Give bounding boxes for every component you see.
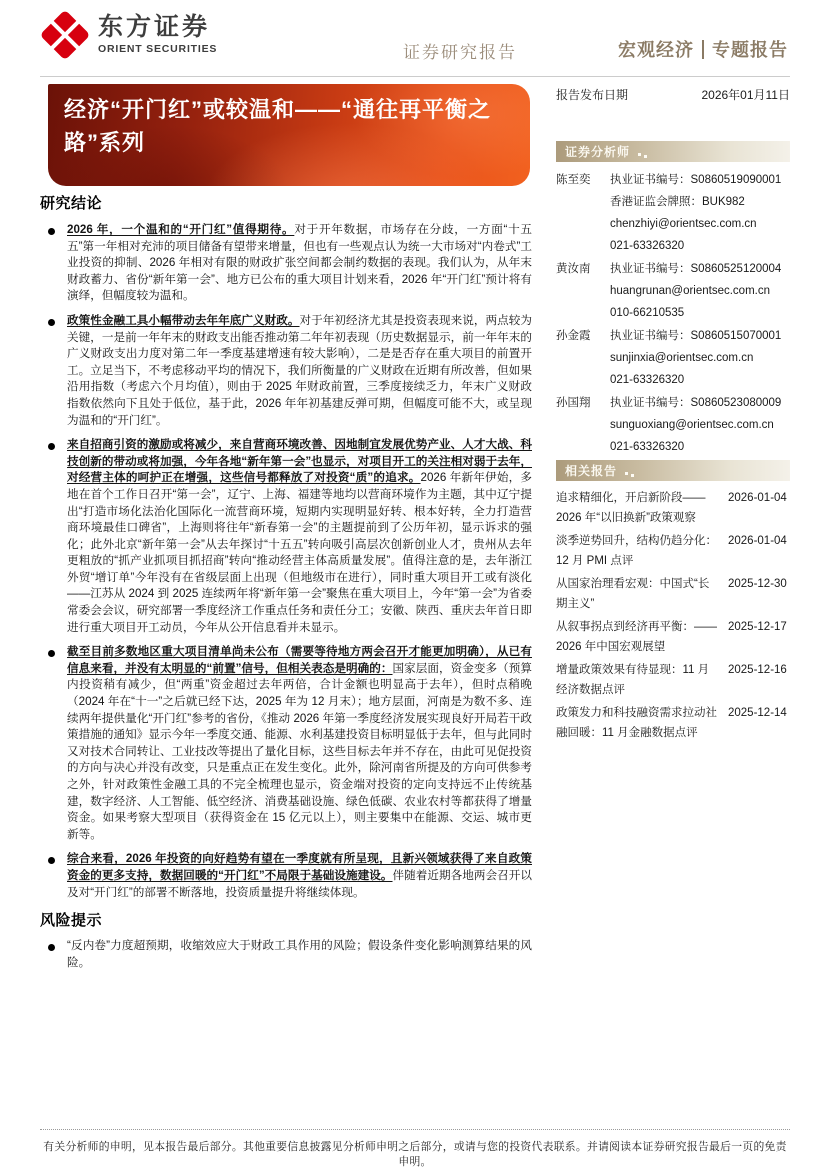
related-report-row[interactable] bbox=[556, 660, 790, 700]
publish-date-row bbox=[556, 86, 790, 103]
analyst-hk-license: 香港证监会牌照：BUK982 bbox=[610, 196, 745, 208]
category-label: 宏观经济 bbox=[618, 40, 694, 60]
analyst-entry bbox=[556, 325, 790, 391]
brand-name-en: ORIENT SECURITIES bbox=[98, 42, 218, 55]
analyst-phone: 010-66210535 bbox=[610, 307, 685, 319]
analyst-phone: 021-63326320 bbox=[610, 240, 685, 252]
analyst-email: sunjinxia@orientsec.com.cn bbox=[610, 352, 754, 364]
analyst-email: sunguoxiang@orientsec.com.cn bbox=[610, 419, 774, 431]
analyst-entry bbox=[556, 392, 790, 458]
report-date: 2025-12-16 bbox=[728, 664, 787, 676]
analyst-entry bbox=[556, 258, 790, 324]
bullet-dot-icon bbox=[48, 857, 55, 864]
report-link-title[interactable]: 追求精细化，开启新阶段——2026 年“以旧换新”政策观察 bbox=[556, 492, 706, 524]
bullet-body: 对于开年数据，市场存在分歧，一方面“十五五”第一年相对充沛的项目储备有望带来增量，但也有一些观点认为统一大市场对“内卷式”工业投资的抑制、2026 年相对有限的财政扩张空间都会制约数据的表现。我们认为，从年末财政蓄力、省份“新年第一会”、地方已公布的重大项目计划来看，2026 年“开门红”预计将有演绎，但幅度较为温和。 bbox=[67, 223, 532, 303]
analyst-cert-no: 执业证书编号：S0860523080009 bbox=[610, 397, 782, 409]
header-divider bbox=[40, 76, 790, 77]
bullet-body: 对于年初经济尤其是投资表现来说，两点较为关键，一是前一年年末的财政支出能否推动第二年年初表现（历史数据显示，前一年年末的广义财政支出力度对第二年一季度基建增速有较大影响），二是是否存在重大项目的前置开工。立足当下，不考虑移动平均的情况下，我们所衡量的广义财政在近期有所改善，但如果沿用指数（考虑六个月均值），则由于 2025 年财政前置，三季度接续乏力，年末广义财政指数依然向下且处于低位，基于此，2026 年年初基建反弹可期，但幅度可能不大，或呈现为温和的“开门红”。 bbox=[67, 313, 532, 427]
report-link-title[interactable]: 从叙事拐点到经济再平衡：——2026 年中国宏观展望 bbox=[556, 621, 717, 653]
doc-type-label: 证券研究报告 bbox=[403, 43, 517, 62]
conclusion-bullet bbox=[40, 437, 532, 636]
analyst-name: 孙国翔 bbox=[556, 397, 591, 409]
main-content bbox=[40, 192, 532, 979]
related-report-row[interactable] bbox=[556, 488, 790, 528]
report-category bbox=[618, 36, 788, 62]
brand bbox=[42, 12, 217, 58]
bullet-lead: 政策性金融工具小幅带动去年年底广义财政。 bbox=[67, 313, 300, 327]
report-date: 2025-12-17 bbox=[728, 621, 787, 633]
bullet-lead: 2026 年，一个温和的“开门红”值得期待。 bbox=[67, 223, 295, 236]
related-report-row[interactable] bbox=[556, 703, 790, 743]
conclusions-heading: 研究结论 bbox=[40, 195, 103, 212]
orient-securities-logo-icon bbox=[42, 12, 88, 58]
analysts-heading: 证券分析师 bbox=[565, 145, 631, 159]
analyst-name: 孙金霞 bbox=[556, 330, 591, 342]
analyst-cert-no: 执业证书编号：S0860525120004 bbox=[610, 263, 782, 275]
report-date: 2025-12-14 bbox=[728, 707, 787, 719]
report-link-title[interactable]: 从国家治理看宏观：中国式“长期主义” bbox=[556, 578, 710, 610]
analyst-entry bbox=[556, 169, 790, 257]
related-reports-list bbox=[556, 488, 790, 746]
conclusion-bullet bbox=[40, 644, 532, 843]
risk-bullet bbox=[40, 938, 532, 971]
divider bbox=[702, 40, 704, 59]
bullet-dot-icon bbox=[48, 443, 55, 450]
analyst-email: huangrunan@orientsec.com.cn bbox=[610, 285, 770, 297]
conclusion-bullet bbox=[40, 222, 532, 305]
risk-heading: 风险提示 bbox=[40, 912, 103, 930]
analyst-cert-no: 执业证书编号：S0860519090001 bbox=[610, 174, 782, 186]
bullet-lead: 截至目前多数地区重大项目清单尚未公布（需要等待地方两会召开才能更加明确），从已有信息来看，并没有太明显的“前置”信号，但相关表态是明确的： bbox=[67, 645, 532, 675]
analysts-list bbox=[556, 169, 790, 459]
related-report-row[interactable] bbox=[556, 574, 790, 614]
bullet-dot-icon bbox=[48, 319, 55, 326]
risk-body: “反内卷”力度超预期，收缩效应大于财政工具作用的风险；假设条件变化影响测算结果的风险。 bbox=[67, 939, 532, 969]
analyst-email: chenzhiyi@orientsec.com.cn bbox=[610, 218, 757, 230]
bullet-body: 伴随着近期各地两会召开以及对“开门红”的部署不断落地，投资质量提升将继续体现。 bbox=[67, 868, 532, 899]
title-banner bbox=[48, 84, 530, 186]
report-date: 2025-12-30 bbox=[728, 578, 787, 590]
related-reports-section-header bbox=[556, 460, 790, 481]
conclusion-bullet bbox=[40, 313, 532, 429]
conclusion-bullet bbox=[40, 851, 532, 901]
related-report-row[interactable] bbox=[556, 617, 790, 657]
report-link-title[interactable]: 政策发力和科技融资需求拉动社融回暖：11 月金融数据点评 bbox=[556, 707, 717, 739]
report-link-title[interactable]: 增量政策效果有待显现：11 月经济数据点评 bbox=[556, 664, 710, 696]
report-type-label: 专题报告 bbox=[712, 40, 788, 60]
bullet-lead: 来自招商引资的激励或将减少，来自营商环境改善、因地制宜发展优势产业、人才大战、科技创新的带动或将加强，今年各地“新年第一会”也显示，对项目开工的关注相对弱于去年，对经营主体的呵护正在增强，这些信号都释放了对投资“质”的追求。 bbox=[67, 438, 532, 485]
footer-disclaimer: 有关分析师的申明，见本报告最后部分。其他重要信息披露见分析师申明之后部分，或请与您的投资代表联系。并请阅读本证券研究报告最后一页的免责申明。 bbox=[40, 1129, 790, 1169]
report-date: 2026-01-04 bbox=[728, 535, 787, 547]
analyst-name: 陈至奕 bbox=[556, 174, 591, 186]
analyst-name: 黄汝南 bbox=[556, 263, 591, 275]
brand-name-cn: 东方证券 bbox=[98, 13, 211, 42]
analyst-phone: 021-63326320 bbox=[610, 374, 685, 386]
report-date: 2026-01-04 bbox=[728, 492, 787, 504]
analyst-phone: 021-63326320 bbox=[610, 441, 685, 453]
related-report-row[interactable] bbox=[556, 531, 790, 571]
related-reports-heading: 相关报告 bbox=[565, 464, 618, 478]
analysts-section-header bbox=[556, 141, 790, 162]
bullet-lead: 综合来看，2026 年投资的向好趋势有望在一季度就有所呈现，且新兴领域获得了来自政策资金的更多支持，数据回暖的“开门红”不局限于基础设施建设。 bbox=[67, 852, 532, 882]
report-title: 经济“开门红”或较温和——“通往再平衡之路”系列 bbox=[64, 97, 492, 155]
bullet-dot-icon bbox=[48, 944, 55, 951]
publish-date-value: 2026年01月11日 bbox=[701, 88, 790, 102]
bullet-body: 2026 年新年伊始，多地在首个工作日召开“第一会”，辽宁、上海、福建等地均以营商环境作为主题，其中辽宁提出“打造市场化法治化国际化一流营商环境，短期内实现明显好转、根本好转，全力打造营商环境最佳口碑省”，上海则将往年“新春第一会”的主题提前到了公历年初，显示诉求的强化；此外北京“新年第一会”从去年探讨“十五五”转向吸引高层次创新创业人才，贵州从去年更粗放的“抓产业抓项目抓招商”转向“推动经营主体高质量发展”。值得注意的是，去年浙江外贸“增订单”今年没有在省级层面上出现（但地级市在进行），同时重大项目开工或有淡化——江苏从 2024 到 2025 连续两年将“新年第一会”聚焦在重大项目上，今年“第一会”为省委常委会会议，研究部署一季度经济工作重点任务和责任分工；安徽、陕西、重庆去年首日即进行重大项目开工动员，今年从公开信息看并未显示。 bbox=[67, 471, 532, 634]
report-link-title[interactable]: 淡季逆势回升，结构仍趋分化：12 月 PMI 点评 bbox=[556, 535, 717, 567]
bullet-dot-icon bbox=[48, 650, 55, 657]
publish-date-label: 报告发布日期 bbox=[556, 88, 629, 102]
analyst-cert-no: 执业证书编号：S0860515070001 bbox=[610, 330, 782, 342]
bullet-body: 国家层面，资金变多（预算内投资稍有减少，但“两重”资金超过去年两倍，合计金额也明显高于去年），但时点稍晚（2024 年在“十一”之后就已经下达，2025 年为 12 月末）；地方层面，河南是为数不多、连续两年提供量化“开门红”参考的省份，《推动 2026 年第一季度经济发展实现良好开局若干政策措施的通知》显示今年一季度交通、能源、水利基建投资目标明显低于去年，但与此同时又对技术合同转让、工业技改等提出了量化目标，这些目标去年并不存在，由此可见促投资的方向与决心并没有改变，只是重点正在发生变化。此外，除河南省所提及的方向可供参考之外，针对政策性金融工具的不完全梳理也显示，资金端对投资的定向支持远不止传统基建，数字经济、人工智能、低空经济、消费基础设施、绿色低碳、农业农村等都获得了增量资金。如果考察大型项目（获得资金在 15 亿元以上），则主要集中在能源、交运、城市更新等。 bbox=[67, 661, 532, 841]
bullet-dot-icon bbox=[48, 228, 55, 235]
